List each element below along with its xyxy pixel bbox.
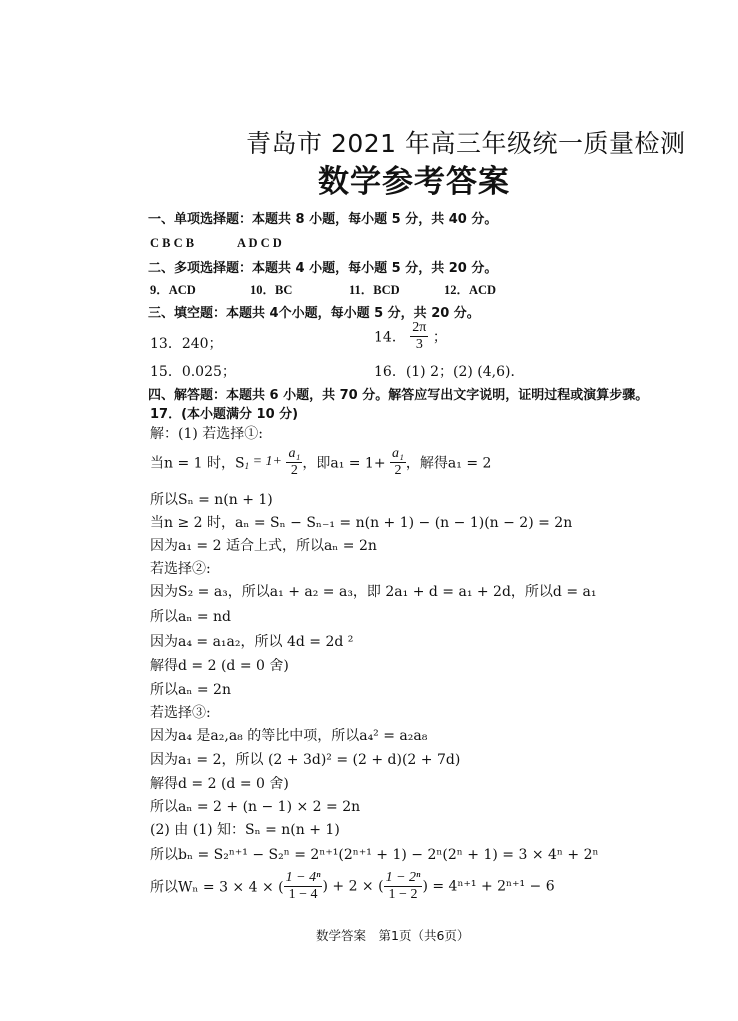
solution-line-3: 所以Sₙ = n(n + 1) (150, 492, 273, 508)
solution-line-14: 因为a₁ = 2，所以 (2 + 3d)² = (2 + d)(2 + 7d) (150, 752, 461, 768)
solution-line-15: 解得d = 2 (d = 0 舍) (150, 776, 289, 792)
answer-14-tail: ； (432, 329, 447, 346)
answer-11: 11．BCD (349, 283, 400, 297)
solution-line-19-fraction-1 (284, 870, 323, 903)
section-heading-2: 二、多项选择题：本题共 4 小题，每小题 5 分，共 20 分。 (148, 261, 498, 276)
section-heading-4: 四、解答题：本题共 6 小题，共 70 分。解答应写出文字说明，证明过程或演算步骤。 (148, 388, 649, 403)
answer-9: 9．ACD (150, 283, 196, 297)
answer-10: 10．BC (250, 283, 293, 297)
solution-line-7: 因为S₂ = a₃，所以a₁ + a₂ = a₃，即 2a₁ + d = a₁ + 2d，所以d = a₁ (150, 584, 597, 600)
solution-line-16: 所以aₙ = 2 + (n − 1) × 2 = 2n (150, 799, 361, 815)
solution-line-2-fraction-2-den: 2 (394, 463, 402, 478)
solution-line-2 (150, 446, 491, 479)
answer-15: 15．0.025； (150, 364, 236, 380)
solution-line-10: 解得d = 2 (d = 0 舍) (150, 658, 289, 674)
solution-line-2-part-b: ，即a₁ = 1+ (302, 455, 386, 472)
question-17-heading: 17．(本小题满分 10 分) (150, 407, 299, 422)
solution-line-2-fraction-2-num: a₁ (392, 446, 404, 461)
solution-line-12: 若选择③: (150, 705, 211, 721)
answer-16: 16．(1) 2；(2) (4,6)． (374, 364, 525, 380)
page-footer: 数学答案 第1页（共6页） (316, 928, 470, 943)
answers-1-4: C B C B (150, 236, 195, 250)
solution-line-19-part-b: ) + 2 × ( (322, 878, 384, 895)
answer-14-label: 14． (374, 329, 406, 346)
section-heading-3: 三、填空题：本题共 4个小题，每小题 5 分，共 20 分。 (148, 306, 480, 321)
answer-14-fraction (410, 320, 428, 353)
solution-line-19-fraction-2-den: 1 − 2 (388, 887, 418, 902)
answer-14-denominator: 3 (415, 337, 423, 352)
solution-line-2-fraction-1 (286, 446, 302, 479)
document-subtitle: 数学参考答案 (318, 164, 510, 200)
solution-line-19-fraction-1-den: 1 − 4 (288, 887, 318, 902)
solution-line-1: 解：(1) 若选择①: (150, 426, 263, 442)
solution-line-19-part-a: 所以Wₙ = 3 × 4 × ( (150, 879, 284, 896)
solution-line-8: 所以aₙ = nd (150, 609, 232, 625)
solution-line-5: 因为a₁ = 2 适合上式，所以aₙ = 2n (150, 538, 377, 554)
solution-line-2-part-a: 当n = 1 时，S (150, 455, 245, 472)
answer-14-numerator: 2π (412, 320, 427, 335)
answer-13: 13．240； (150, 336, 223, 352)
solution-line-19 (150, 870, 555, 903)
solution-line-19-fraction-2 (384, 870, 423, 903)
solution-line-19-fraction-2-num: 1 − 2ⁿ (385, 870, 421, 885)
solution-line-18: 所以bₙ = S₂ⁿ⁺¹ − S₂ⁿ = 2ⁿ⁺¹(2ⁿ⁺¹ + 1) − 2ⁿ(2ⁿ + 1) = 3 × 4ⁿ + 2ⁿ (150, 847, 599, 863)
solution-line-2-const: $_1$ = 1+ (244, 454, 283, 471)
solution-line-19-part-c: ) = 4ⁿ⁺¹ + 2ⁿ⁺¹ − 6 (422, 878, 555, 895)
solution-line-17: (2) 由 (1) 知：Sₙ = n(n + 1) (150, 822, 340, 838)
solution-line-2-fraction-1-num: a₁ (288, 446, 301, 461)
answers-5-8: A D C D (237, 236, 282, 250)
solution-line-2-fraction-2 (390, 446, 406, 479)
answer-12: 12．ACD (444, 283, 497, 297)
document-title: 青岛市 2021 年高三年级统一质量检测 (246, 129, 686, 158)
solution-line-4: 当n ≥ 2 时，aₙ = Sₙ − Sₙ₋₁ = n(n + 1) − (n − 1)(n − 2) = 2n (150, 515, 573, 531)
solution-line-9: 因为a₄ = a₁a₂，所以 4d = 2d ² (150, 634, 354, 650)
solution-line-6: 若选择②: (150, 561, 211, 577)
solution-line-2-fraction-1-den: 2 (290, 463, 298, 478)
answer-14 (374, 320, 447, 353)
section-heading-1: 一、单项选择题：本题共 8 小题，每小题 5 分，共 40 分。 (148, 212, 498, 227)
solution-line-19-fraction-1-num: 1 − 4ⁿ (285, 870, 321, 885)
solution-line-2-part-c: ，解得a₁ = 2 (405, 455, 492, 472)
solution-line-11: 所以aₙ = 2n (150, 682, 231, 698)
solution-line-13: 因为a₄ 是a₂,a₈ 的等比中项，所以a₄² = a₂a₈ (150, 728, 428, 744)
